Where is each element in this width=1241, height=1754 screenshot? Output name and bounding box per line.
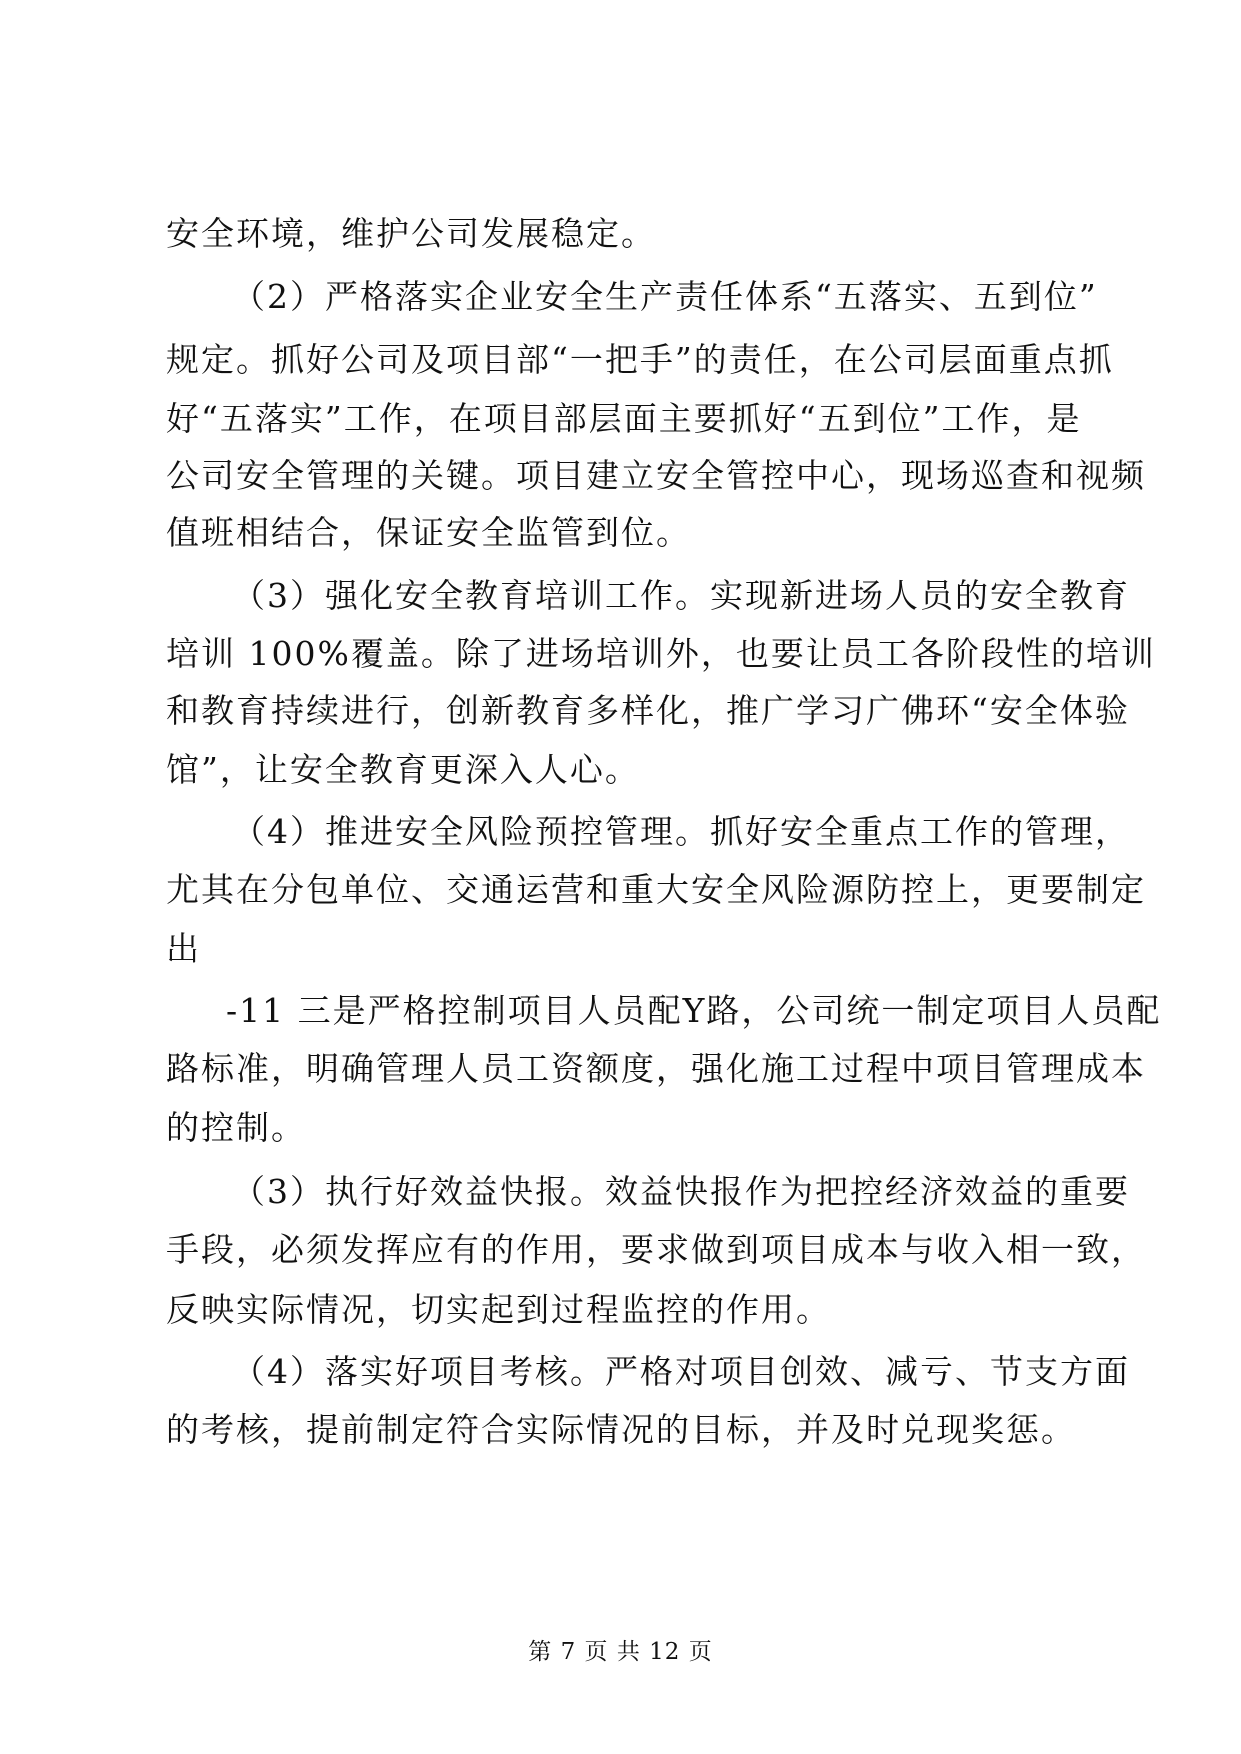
text-line: 值班相结合，保证安全监管到位。: [166, 513, 691, 552]
text-line: （3）执行好效益快报。效益快报作为把控经济效益的重要: [232, 1172, 1130, 1211]
text-line: （2）严格落实企业安全生产责任体系“五落实、五到位”: [232, 277, 1098, 316]
text-line: （4）落实好项目考核。严格对项目创效、减亏、节支方面: [232, 1352, 1130, 1391]
text-line: （4）推进安全风险预控管理。抓好安全重点工作的管理，: [232, 812, 1130, 851]
text-line: 出: [166, 929, 201, 968]
page-footer: 第 7 页 共 12 页: [528, 1639, 713, 1665]
text-line: 的控制。: [166, 1108, 306, 1147]
text-line: 培训 100%覆盖。除了进场培训外，也要让员工各阶段性的培训: [166, 634, 1156, 673]
text-line: 手段，必须发挥应有的作用，要求做到项目成本与收入相一致，: [166, 1230, 1146, 1269]
text-line: 反映实际情况，切实起到过程监控的作用。: [166, 1290, 831, 1329]
text-line: -11 三是严格控制项目人员配Y路，公司统一制定项目人员配: [226, 991, 1162, 1030]
text-line: （3）强化安全教育培训工作。实现新进场人员的安全教育: [232, 576, 1130, 615]
text-line: 的考核，提前制定符合实际情况的目标，并及时兑现奖惩。: [166, 1410, 1076, 1449]
text-line: 和教育持续进行，创新教育多样化，推广学习广佛环“安全体验: [166, 691, 1130, 730]
text-line: 公司安全管理的关键。项目建立安全管控中心，现场巡查和视频: [166, 456, 1146, 495]
text-line: 安全环境，维护公司发展稳定。: [166, 214, 656, 253]
text-line: 路标准，明确管理人员工资额度，强化施工过程中项目管理成本: [166, 1049, 1146, 1088]
text-line: 好“五落实”工作，在项目部层面主要抓好“五到位”工作，是: [166, 399, 1082, 438]
text-line: 馆”，让安全教育更深入人心。: [166, 750, 640, 789]
text-line: 规定。抓好公司及项目部“一把手”的责任，在公司层面重点抓: [166, 340, 1114, 379]
text-line: 尤其在分包单位、交通运营和重大安全风险源防控上，更要制定: [166, 870, 1146, 909]
